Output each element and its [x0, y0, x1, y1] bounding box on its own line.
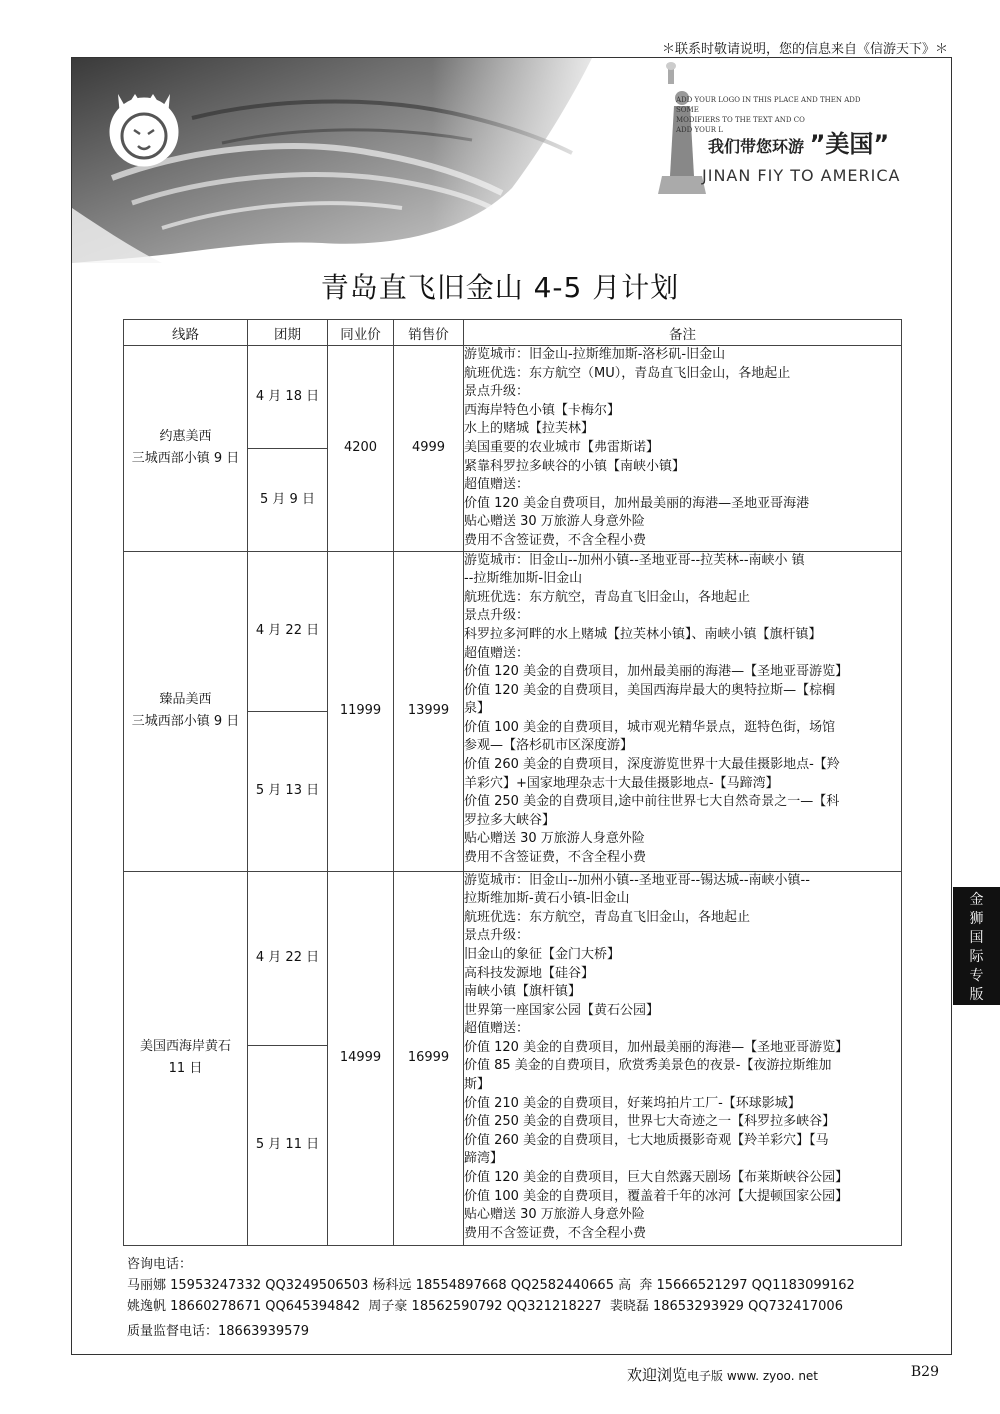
footer-edition: 电子版 — [687, 1369, 724, 1383]
note-line: 航班优选：东方航空（MU），青岛直飞旧金山，各地起止 — [464, 365, 791, 381]
note-line: 费用不含签证费，不含全程小费 — [464, 532, 647, 548]
note-line: 水上的赌城【拉芙林】 — [464, 421, 595, 437]
note-line: 蹄湾】 — [464, 1151, 504, 1167]
itinerary-table — [123, 319, 902, 1246]
note-line: 价值 120 美金自费项目，加州最美丽的海港—圣地亚哥海港 — [464, 495, 810, 511]
header-route: 线路 — [124, 320, 248, 346]
note-line: 价值 260 美金的自费项目，深度游览世界十大最佳摄影地点-【羚 — [464, 757, 840, 773]
contact-block — [127, 1254, 855, 1342]
note-line: 斯】 — [464, 1077, 491, 1093]
header-sale-price: 销售价 — [394, 320, 464, 346]
page-title: 青岛直飞旧金山 4-5 月计划 — [320, 271, 680, 304]
route-name — [124, 346, 248, 552]
note-line: 贴心赠送 30 万旅游人身意外险 — [464, 831, 645, 847]
note-line: 游览城市：旧金山--加州小镇--圣地亚哥--拉芙林--南峡小 镇 — [464, 552, 805, 568]
logo-placeholder-line: ADD YOUR L — [676, 126, 723, 134]
note-line: 景点升级： — [464, 928, 530, 944]
note-line: 价值 250 美金的自费项目，世界七大奇迹之一【科罗拉多峡谷】 — [464, 1114, 836, 1130]
footer-welcome-text: 欢迎浏览 — [627, 1366, 688, 1384]
route-name-line: 臻品美西 — [159, 692, 212, 708]
note-line: 紧靠科罗拉多峡谷的小镇【南峡小镇】 — [464, 458, 686, 474]
slogan-en: JINAN FIY TO AMERICA — [702, 166, 901, 185]
footer-url[interactable]: www. zyoo. net — [723, 1369, 819, 1383]
side-tab-char: 版 — [969, 987, 984, 1003]
footer-welcome — [627, 1364, 818, 1385]
note-line: 价值 85 美金的自费项目，欣赏秀美景色的夜景-【夜游拉斯维加 — [464, 1058, 832, 1074]
departure-date: 4 月 18 日 — [248, 346, 328, 449]
departure-date: 5 月 9 日 — [248, 449, 328, 551]
route-notes — [464, 871, 902, 1245]
note-line: 价值 120 美金的自费项目，加州最美丽的海港—【圣地亚哥游览】 — [464, 664, 849, 680]
note-line: 高科技发源地【硅谷】 — [464, 965, 595, 981]
note-line: 价值 100 美金的自费项目，城市观光精华景点，逛特色街，场馆 — [464, 719, 836, 735]
departure-date: 4 月 22 日 — [248, 551, 328, 711]
departure-date: 5 月 13 日 — [248, 711, 328, 871]
logo-placeholder-line: ADD YOUR LOGO IN THIS PLACE AND THEN ADD SOME — [676, 96, 861, 114]
route-name-line: 美国西海岸黄石 — [139, 1039, 231, 1055]
note-line: 世界第一座国家公园【黄石公园】 — [464, 1002, 660, 1018]
note-line: 贴心赠送 30 万旅游人身意外险 — [464, 514, 645, 530]
note-line: 游览城市：旧金山-拉斯维加斯-洛杉矶-旧金山 — [464, 347, 726, 362]
note-line: 价值 260 美金的自费项目，七大地质摄影奇观【羚羊彩穴】【马 — [464, 1132, 829, 1148]
note-line: 超值赠送： — [464, 645, 530, 661]
route-notes — [464, 346, 902, 552]
note-line: 羊彩穴】+国家地理杂志十大最佳摄影地点-【马蹄湾】 — [464, 775, 779, 791]
note-line: --拉斯维加斯-旧金山 — [464, 571, 583, 587]
sale-price: 13999 — [394, 551, 464, 871]
route-notes — [464, 551, 902, 871]
note-line: 美国重要的农业城市【弗雷斯诺】 — [464, 439, 660, 455]
trade-price: 14999 — [328, 871, 394, 1245]
side-tab-char: 国 — [969, 930, 984, 946]
header-trade-price: 同业价 — [328, 320, 394, 346]
note-line: 西海岸特色小镇【卡梅尔】 — [464, 402, 621, 418]
note-line: 航班优选：东方航空，青岛直飞旧金山，各地起止 — [464, 589, 751, 605]
departure-date: 4 月 22 日 — [248, 871, 328, 1045]
top-note: ＊联系时敬请说明，您的信息来自《信游天下》＊ — [661, 42, 948, 57]
note-line: 拉斯维加斯-黄石小镇-旧金山 — [464, 891, 630, 907]
note-line: 航班优选：东方航空，青岛直飞旧金山，各地起止 — [464, 909, 751, 925]
note-line: 参观—【洛杉矶市区深度游】 — [464, 738, 634, 754]
header-date: 团期 — [248, 320, 328, 346]
note-line: 景点升级： — [464, 608, 530, 624]
note-line: 价值 120 美金的自费项目，巨大自然露天剧场【布莱斯峡谷公园】 — [464, 1170, 849, 1186]
departure-date: 5 月 11 日 — [248, 1045, 328, 1245]
note-line: 价值 120 美金的自费项目，加州最美丽的海港—【圣地亚哥游览】 — [464, 1039, 849, 1055]
table-row — [124, 871, 902, 1045]
slogan-cn-emphasis: ”美国” — [809, 130, 890, 158]
sale-price: 4999 — [394, 346, 464, 552]
route-name-line: 约惠美西 — [159, 429, 212, 445]
note-line: 罗拉多大峡谷】 — [464, 812, 556, 828]
note-line: 泉】 — [464, 701, 491, 717]
trade-price: 11999 — [328, 551, 394, 871]
route-name-line: 11 日 — [168, 1061, 203, 1077]
note-line: 价值 250 美金的自费项目,途中前往世界七大自然奇景之一—【科 — [464, 794, 840, 810]
note-line: 科罗拉多河畔的水上赌城【拉芙林小镇】、南峡小镇【旗杆镇】 — [464, 626, 822, 642]
note-line: 价值 100 美金的自费项目，覆盖着千年的冰河【大提顿国家公园】 — [464, 1188, 849, 1204]
note-line: 南峡小镇【旗杆镇】 — [464, 984, 582, 1000]
logo-placeholder-line: MODIFIERS TO THE TEXT AND CO — [676, 116, 805, 124]
hero-banner — [72, 58, 951, 263]
note-line: 费用不含签证费，不含全程小费 — [464, 850, 647, 866]
table-row — [124, 551, 902, 711]
route-name-line: 三城西部小镇 9 日 — [131, 714, 240, 730]
side-tab — [953, 887, 1000, 1005]
note-line: 超值赠送： — [464, 1021, 530, 1037]
note-line: 价值 210 美金的自费项目，好莱坞拍片工厂-【环球影城】 — [464, 1095, 801, 1111]
side-tab-char: 狮 — [969, 911, 984, 927]
note-line: 费用不含签证费，不含全程小费 — [464, 1225, 647, 1241]
supervision-phone: 质量监督电话：18663939579 — [127, 1324, 309, 1339]
sale-price: 16999 — [394, 871, 464, 1245]
side-tab-char: 际 — [969, 949, 984, 965]
side-tab-char: 金 — [969, 892, 984, 908]
header-notes: 备注 — [464, 320, 902, 346]
note-line: 价值 120 美金的自费项目，美国西海岸最大的奥特拉斯—【棕榈 — [464, 682, 836, 698]
page-number: B29 — [910, 1364, 939, 1380]
lion-logo-icon — [111, 94, 177, 165]
slogan-cn-main: 我们带您环游 — [708, 137, 805, 156]
note-line: 贴心赠送 30 万旅游人身意外险 — [464, 1207, 645, 1223]
contact-row: 姚逸帆 18660278671 QQ645394842 周子豪 18562590792 QQ321218227 裴晓磊 18653293929 QQ732417006 — [127, 1299, 843, 1314]
note-line: 超值赠送： — [464, 477, 530, 493]
table-row — [124, 346, 902, 449]
trade-price: 4200 — [328, 346, 394, 552]
note-line: 旧金山的象征【金门大桥】 — [464, 946, 621, 962]
contact-label: 咨询电话： — [127, 1257, 193, 1272]
landscape-illustration — [72, 58, 951, 263]
note-line: 游览城市：旧金山--加州小镇--圣地亚哥--锡达城--南峡小镇-- — [464, 872, 810, 888]
route-name — [124, 871, 248, 1245]
route-name — [124, 551, 248, 871]
contact-row: 马丽娜 15953247332 QQ3249506503 杨科远 18554897668 QQ2582440665 高 奔 15666521297 QQ1183099162 — [127, 1278, 855, 1293]
note-line: 景点升级： — [464, 384, 530, 400]
slogan-cn — [708, 124, 889, 159]
route-name-line: 三城西部小镇 9 日 — [131, 451, 240, 467]
side-tab-char: 专 — [969, 968, 984, 984]
table-header-row — [124, 320, 902, 346]
